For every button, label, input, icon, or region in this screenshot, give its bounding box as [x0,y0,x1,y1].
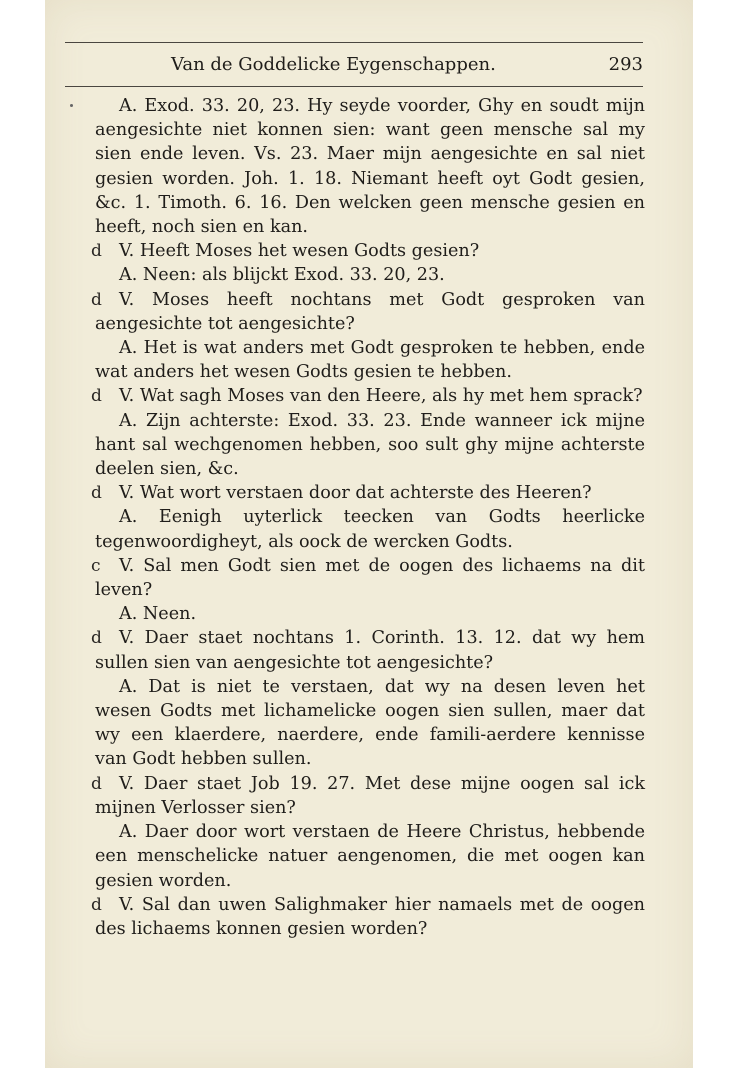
paragraph [91,239,645,263]
paragraph [91,554,645,602]
paragraph [95,409,645,482]
page-number: 293 [608,54,643,75]
margin-marker: d [91,483,102,504]
margin-marker: d [91,894,102,915]
running-header [65,54,643,82]
paragraph [95,263,645,287]
paragraph-text: V. Daer staet nochtans 1. Corinth. 13. 12. dat wy hem sullen sien van aengesichte tot aengesichte? [95,628,645,673]
paragraph [91,893,645,941]
paragraph-text: A. Eenigh uyterlick teecken van Godts heerlicke tegenwoordigheyt, als oock de wercken Godts. [95,507,645,552]
paragraph-text: V. Sal men Godt sien met de oogen des lichaems na dit leven? [95,555,645,601]
paragraph-text: A. Zijn achterste: Exod. 33. 23. Ende wanneer ick mijne hant sal wechgenomen hebben, soo sult ghy mijne achterste deelen sien, &c. [95,410,645,480]
paragraph-text: V. Sal dan uwen Salighmaker hier namaels met de oogen des lichaems konnen gesien worden? [95,894,645,939]
paragraph [95,602,645,626]
paragraph [95,94,645,239]
paragraph-text: A. Neen: als blijckt Exod. 33. 20, 23. [119,265,445,286]
paragraph [95,820,645,893]
margin-dot [70,104,73,107]
running-title: Van de Goddelicke Eygenschappen. [171,54,496,75]
paragraph [95,505,645,553]
header-bottom-rule [65,86,643,87]
paragraph-text: A. Dat is niet te verstaen, dat wy na desen leven het wesen Godts met lichamelicke oogen sien sullen, maer dat wy een klaerdere, naerdere, ende famili-aerdere kennisse van Godt hebben sullen. [95,676,645,770]
paragraph-text: A. Neen. [119,604,197,625]
page-body [91,94,645,941]
paragraph-text: V. Heeft Moses het wesen Godts gesien? [119,241,480,262]
margin-marker: d [91,386,102,407]
paragraph-text: A. Daer door wort verstaen de Heere Christus, hebbende een menschelicke natuer aengenomen, die met oogen kan gesien worden. [95,822,645,891]
margin-marker: d [91,241,102,262]
paragraph [91,481,645,505]
margin-marker: d [91,773,102,794]
paragraph [91,384,645,408]
paragraph-text: V. Moses heeft nochtans met Godt gesproken van aengesichte tot aengesichte? [95,289,645,334]
paragraph [95,675,645,772]
paragraph [91,626,645,674]
paragraph [95,336,645,384]
margin-marker: c [91,555,101,576]
header-top-rule [65,42,643,43]
book-page [45,0,693,1068]
paragraph-text: V. Wat sagh Moses van den Heere, als hy met hem sprack? [119,386,643,407]
paragraph-text: A. Het is wat anders met Godt gesproken te hebben, ende wat anders het wesen Godts gesien te hebben. [95,338,645,383]
margin-marker: d [91,628,102,649]
paragraph [91,288,645,336]
paragraph-text: V. Daer staet Job 19. 27. Met dese mijne oogen sal ick mijnen Verlosser sien? [95,773,645,818]
paragraph [91,772,645,820]
margin-marker: d [91,289,102,310]
paragraph-text: A. Exod. 33. 20, 23. Hy seyde voorder, Ghy en soudt mijn aengesichte niet konnen sien: want geen mensche sal my sien ende leven. Vs. 23. Maer mijn aengesichte en sal niet gesien worden. Joh. 1. 18. Niemant heeft oyt Godt gesien, &c. 1. Timoth. 6. 16. Den welcken geen mensche gesien en heeft, noch sien en kan. [95,96,645,238]
paragraph-text: V. Wat wort verstaen door dat achterste des Heeren? [119,483,592,504]
